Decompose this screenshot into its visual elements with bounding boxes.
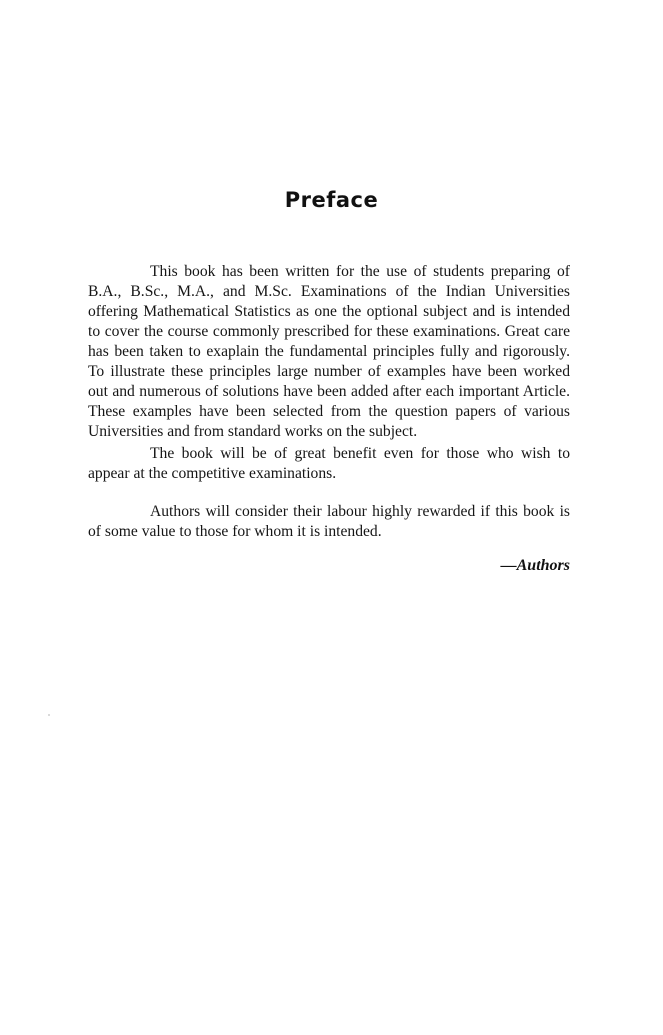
- page-title: Preface: [284, 188, 379, 212]
- preface-paragraph-3: Authors will consider their labour highly rewarded if this book is of some value to those for whom it is intended.: [88, 503, 570, 540]
- preface-paragraph-2: The book will be of great benefit even for those who wish to appear at the competitive examinations.: [88, 445, 570, 482]
- scan-speck: [48, 714, 50, 716]
- preface-paragraph-1: This book has been written for the use of students preparing of B.A., B.Sc., M.A., and M.Sc. Examinations of the Indian Universities offering Mathematical Statistics as one the optional subject and is intended to cover the course commonly prescribed for these examinations. Great care has been taken to exaplain the fundamental principles fully and rigorously. To illustrate these principles large number of examples have been worked out and numerous of solutions have been added after each important Article. These examples have been selected from the question papers of various Universities and from standard works on the subject.: [88, 263, 570, 440]
- author-signature: —Authors: [500, 557, 570, 574]
